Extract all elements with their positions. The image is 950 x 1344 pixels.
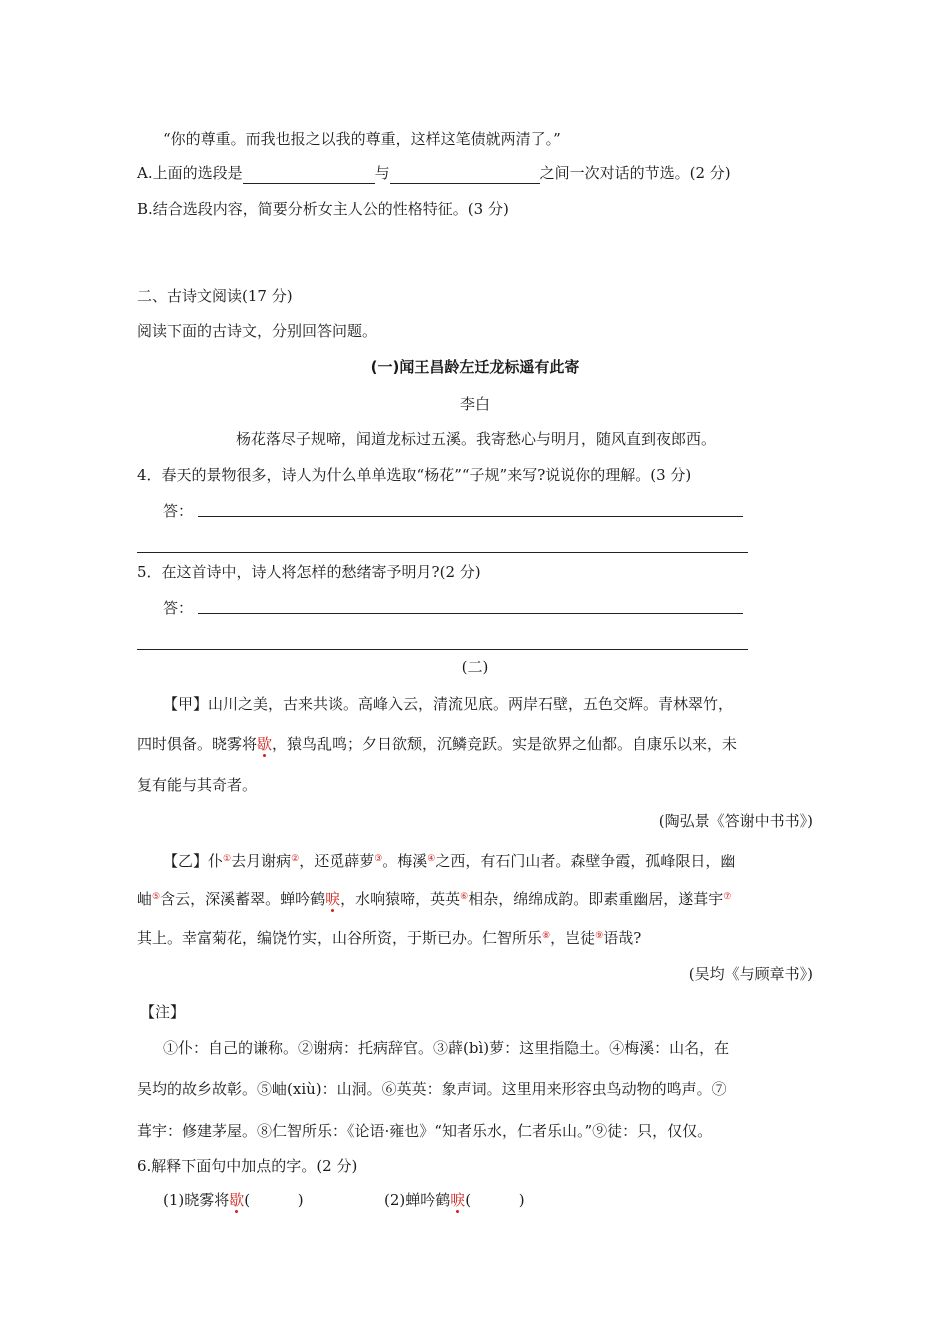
quote-line: “你的尊重。而我也报之以我的尊重，这样这笔债就两清了。” [163,130,561,148]
poem-text: 杨花落尽子规啼，闻道龙标过五溪。我寄愁心与明月，随风直到夜郎西。 [236,430,717,448]
poem-author: 李白 [459,395,490,413]
jia-line-2 [137,733,737,755]
question-a-suffix: 之间一次对话的节选。(2 分) [539,164,731,182]
yi-text: 相杂，绵绵成韵。即素重幽居，遂葺宇 [468,890,724,908]
emphasized-char-xie: 歇 [257,735,273,753]
answer-line-q5-2[interactable] [137,649,748,650]
yi-line-3 [137,925,641,949]
yi-text: 。梅溪 [382,852,428,870]
question-6: 6.解释下面句中加点的字。(2 分) [137,1157,358,1175]
yi-text: 含云，深溪蓄翠。蝉吟鹤 [160,890,326,908]
notes-label: 【注】 [140,1003,186,1021]
jia-source: (陶弘景《答谢中书书》) [658,812,813,830]
yi-source: (吴均《与顾章书》) [688,965,813,983]
yi-line-2 [137,886,731,910]
yi-text: ，水响猿啼，英英 [340,890,461,908]
part2-title: (二) [461,658,489,676]
answer-line-q5-1[interactable] [198,613,743,614]
yi-text: 去月谢病 [231,852,292,870]
poem-title: (一)闻王昌龄左迁龙标遥有此寄 [370,358,580,376]
yi-text: ，还觅薜萝 [299,852,375,870]
q6-item-2 [384,1189,525,1211]
note-ref-8: ⑧ [542,931,551,941]
emphasized-char-li: 唳 [325,890,341,908]
note-ref-6: ⑥ [460,892,469,902]
answer-label-q4: 答： [163,502,194,520]
yi-text: 【乙】仆 [163,852,224,870]
answer-line-q4-1[interactable] [198,516,743,517]
emphasized-char-li-q6: 唳 [450,1191,466,1209]
answer-label-q5: 答： [163,599,194,617]
notes-line-2: 吴均的故乡故彰。⑤岫(xiù)：山洞。⑥英英：象声词。这里用来形容虫鸟动物的鸣声。⑦ [137,1080,727,1098]
yi-text: 岫 [137,890,153,908]
question-a [137,162,731,184]
note-ref-5: ⑤ [152,892,161,902]
q6-item-2-text: (2)蝉吟鹤 [384,1191,451,1209]
section-heading: 二、古诗文阅读(17 分) [137,287,293,305]
question-4: 4．春天的景物很多，诗人为什么单单选取“杨花”“子规”来写?说说你的理解。(3 分) [137,466,692,484]
yi-text: 语哉? [603,929,642,947]
blank-a1[interactable] [243,167,375,184]
section-instruction: 阅读下面的古诗文，分别回答问题。 [137,322,378,340]
jia-line-1: 【甲】山川之美，古来共谈。高峰入云，清流见底。两岸石壁，五色交辉。青林翠竹， [163,695,734,713]
answer-line-q4-2[interactable] [137,552,748,553]
jia-line-2-a: 四时俱备。晓雾将 [137,735,258,753]
emphasized-char-xie-q6: 歇 [229,1191,245,1209]
q6-item-1 [163,1189,304,1211]
q6-item-2-blank[interactable]: ( ) [465,1191,525,1209]
blank-a2[interactable] [390,167,540,184]
jia-line-2-b: ，猿鸟乱鸣；夕日欲颓，沉鳞竞跃。实是欲界之仙都。自康乐以来，未 [272,735,738,753]
note-ref-3: ③ [374,854,383,864]
q6-item-1-text: (1)晓雾将 [163,1191,230,1209]
note-ref-7: ⑦ [723,892,732,902]
yi-line-1 [163,848,735,872]
yi-text: 其上。幸富菊花，编饶竹实，山谷所资，于斯已办。仁智所乐 [137,929,543,947]
notes-line-1: ①仆：自己的谦称。②谢病：托病辞官。③薜(bì)萝：这里指隐土。④梅溪：山名，在 [163,1039,730,1057]
q6-item-1-blank[interactable]: ( ) [244,1191,304,1209]
question-a-prefix: A.上面的选段是 [137,164,243,182]
yi-text: 之西，有石门山者。森壁争霞，孤峰限日，幽 [435,852,736,870]
note-ref-2: ② [291,854,300,864]
yi-text: ，岂徒 [550,929,596,947]
note-ref-1: ① [223,854,232,864]
question-a-mid: 与 [374,164,390,182]
question-5: 5．在这首诗中，诗人将怎样的愁绪寄予明月?(2 分) [137,563,481,581]
note-ref-9: ⑨ [595,931,604,941]
jia-line-3: 复有能与其奇者。 [137,776,258,794]
question-b: B.结合选段内容，简要分析女主人公的性格特征。(3 分) [137,200,509,218]
notes-line-3: 葺宇：修建茅屋。⑧仁智所乐：《论语·雍也》“知者乐水，仁者乐山。”⑨徒：只，仅仅。 [137,1122,713,1140]
note-ref-4: ④ [427,854,436,864]
